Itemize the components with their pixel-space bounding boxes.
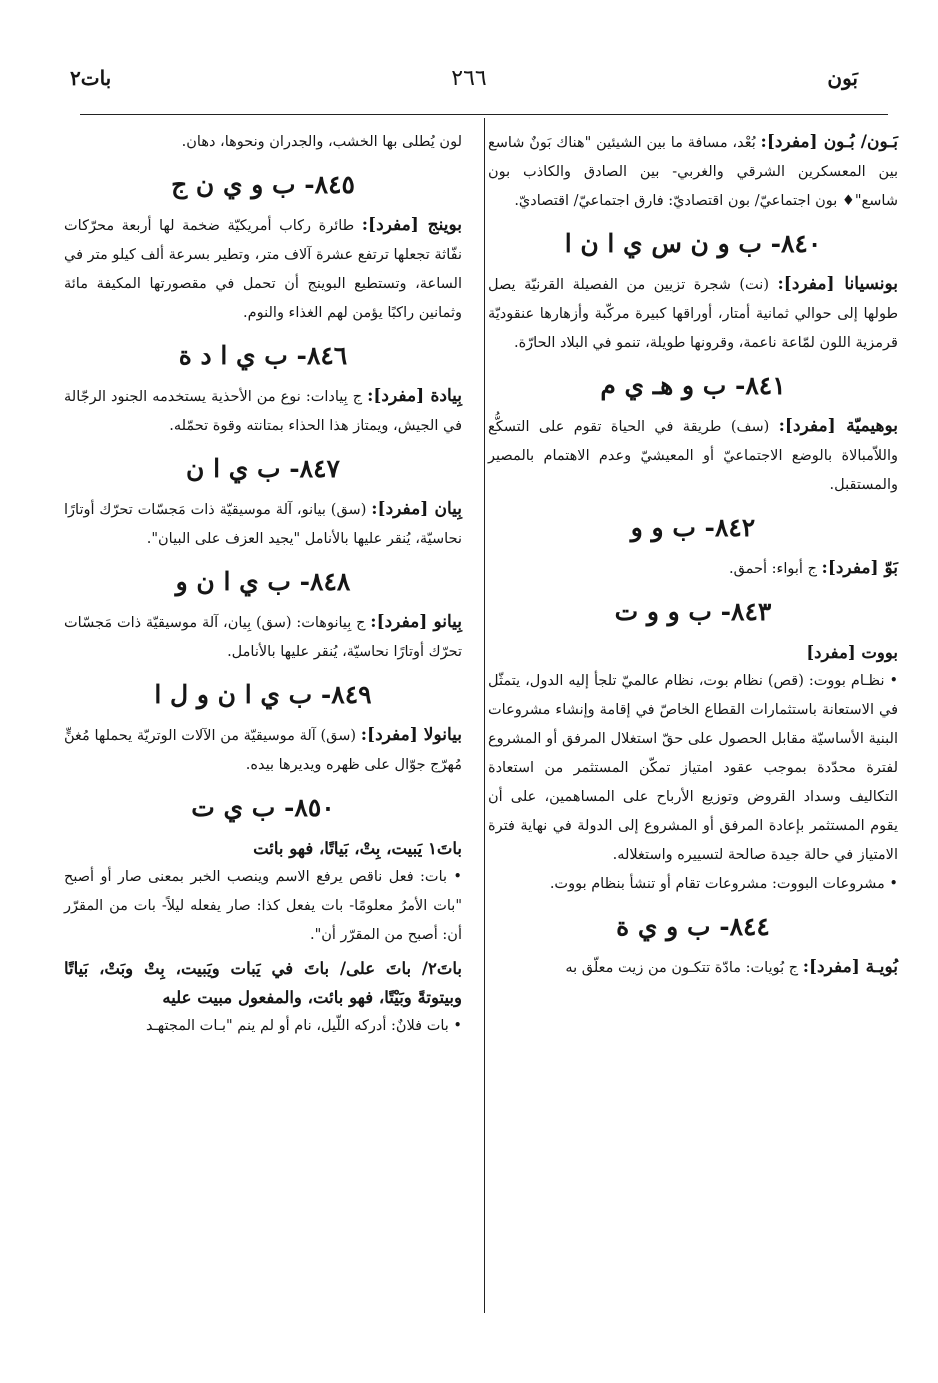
header-guide-word-left: بات٢ <box>70 66 112 90</box>
entry-root-heading: ٨٤٢- ب و و <box>630 513 756 542</box>
entry-bullet-definition: • بات: فعل ناقص يرفع الاسم وينصب الخبر بمعنى صار أو أصبح "بات الأمرُ معلومًا- بات يفعل كذا: صار يفعله ليلاً- بات من المقرّر أن: أصبح من المقرّر أن". <box>64 869 462 943</box>
entry-headword: بِيان [مفرد]: <box>371 499 462 519</box>
entry-root-heading: ٨٤٥- ب و ي ن ج <box>171 170 355 199</box>
header-rule <box>80 114 888 115</box>
entry-root-heading: ٨٤٤- ب و ي ة <box>616 912 770 941</box>
page-header <box>40 66 898 106</box>
entry-subheadword: بووت [مفرد] <box>806 643 898 662</box>
entry-definition: (نت) شجرة تزيين من الفصيلة القرنيّة يصل طولها إلى حوالي ثمانية أمتار، أوراقها كبيرة مركّبة وأزهارها عنقوديّة قرمزية اللون لمّاعة ناعمة، وقرونها طويلة، تنمو في البلاد الحارّة. <box>488 277 898 351</box>
entry-definition: ج أبواء: أحمق. <box>728 561 822 577</box>
entry-headword: بوينج [مفرد]: <box>361 215 462 235</box>
entry-paragraph <box>488 270 898 358</box>
left-column <box>64 128 462 1041</box>
right-column <box>488 128 898 983</box>
entry-paragraph <box>64 495 462 554</box>
entry-root-heading: ٨٤٧- ب ي ا ن <box>186 454 340 483</box>
entry-paragraph <box>488 128 898 216</box>
entry-headword: بُويـة [مفرد]: <box>802 957 898 977</box>
header-guide-word-right: بَون <box>827 66 858 90</box>
entry-root-heading: ٨٤١- ب و هـ ي م <box>600 371 786 400</box>
entry-paragraph <box>488 412 898 500</box>
entry-bullet-definition: • نظـام بووت: (قص) نظام بوت، نظام عالميّ تلجأ إليه الدول، يتمثّل في الاستعانة باستثمارات القطاع الخاصّ في إقامة وإنشاء مشروعات البنية الأساسيّة مقابل الحصول على حقّ استغلال المرفق أو المشروع لفترة محدّدة بموجب عقود امتياز تمكّن المستثمر من استعادة التكاليف وسداد القروض وتوزيع الأرباح على المساهمين، على أن يقوم المستثمر بإعادة المرفق أو المشروع إلى الدولة في نهاية فترة الامتياز في حالة جيدة صالحة لتسييره واستغلاله. <box>488 673 899 863</box>
entry-headword: بَـون/ بُـون [مفرد]: <box>760 132 898 152</box>
entry-headword: بيانولا [مفرد]: <box>360 725 463 745</box>
entry-root-heading: ٨٤٣- ب و و ت <box>614 597 772 626</box>
entry-definition: ج بُويات: مادّة تتكـون من زيت معلّق به <box>565 960 803 976</box>
entry-definition: ج بِيانوهات: (سق) بِيان، آلة موسيقيّة ذات مَجسّات تحرّك أوتارًا نحاسيّة، يُنقر عليها بالأنامل. <box>64 615 462 660</box>
entry-root-heading: ٨٤٠- ب و ن س ي ا ن ا <box>564 229 822 258</box>
entry-definition: (سق) بيانو، آلة موسيقيّة ذات مَجسّات تحرّك أوتارًا نحاسيّة، يُنقر عليها بالأنامل "يجيد العزف على البيان". <box>64 502 462 547</box>
entry-definition: ج بِيادات: نوع من الأحذية يستخدمه الجنود الرجّالة في الجيش، ويمتاز هذا الحذاء بمتانته وقوة تحمّله. <box>64 389 462 434</box>
entry-root-heading: ٨٤٦- ب ي ا د ة <box>178 341 348 370</box>
entry-bullet-definition: • مشروعات البووت: مشروعات تقام أو تنشأ بنظام بووت. <box>549 876 898 892</box>
entry-subheadword: باتَ١ يَبيت، بِتْ، بَياتًا، فهو بائت <box>253 839 462 858</box>
entry-headword: بوهيميّة [مفرد]: <box>778 416 898 436</box>
entry-bullet-definition: • بات فلانٌ: أدركه اللّيل، نام أو لم ينم "بـات المجتهـد <box>145 1018 462 1034</box>
entry-paragraph <box>64 721 462 780</box>
entry-headword: بَوّ [مفرد]: <box>821 558 898 578</box>
entry-definition: لون يُطلى بها الخشب، والجدران ونحوها، دهان. <box>181 134 462 150</box>
entry-headword: بونسيانا [مفرد]: <box>777 274 898 294</box>
entry-root-heading: ٨٤٩- ب ي ا ن و ل ا <box>154 680 372 709</box>
entry-paragraph <box>64 382 462 441</box>
entry-root-heading: ٨٥٠- ب ي ت <box>191 793 335 822</box>
entry-paragraph <box>488 554 898 584</box>
entry-paragraph <box>64 128 462 157</box>
entry-definition: طائرة ركاب أمريكيّة ضخمة لها أربعة محرّكات نفّاثة تجعلها ترتفع عشرة آلاف متر، وتطير بسرعة ألف كيلو متر في الساعة، وتستطيع البوينج أن تحمل في مقصورتها المكيفة مائة وثمانين راكبًا يؤمن لهم الغذاء والنوم. <box>64 218 462 321</box>
entry-root-heading: ٨٤٨- ب ي ا ن و <box>175 567 351 596</box>
entry-definition: بُعْد، مسافة ما بين الشيئين "هناك بَونٌ شاسع بين المعسكرين الشرقي والغربي- بين الصادق والكاذب بون شاسع"♦ بون اجتماعيّ/ بون اقتصاديّ: فارق اجتماعيّ/ اقتصاديّ. <box>488 135 898 209</box>
entry-headword: بِيانو [مفرد]: <box>370 612 462 632</box>
entry-paragraph <box>64 211 462 328</box>
entry-paragraph <box>64 608 462 667</box>
entry-subheadword: باتَ٢/ باتَ على/ باتَ في يَبات ويَبيت، بِتْ وبَتْ، بَياتًا وبيتوتةً وبَيْتًا، فهو بائت، والمفعول مبيت عليه <box>64 959 462 1007</box>
entry-headword: بِيادة [مفرد]: <box>367 386 462 406</box>
page-number: ٢٦٦ <box>451 66 487 91</box>
column-divider <box>484 118 485 1313</box>
entry-paragraph <box>488 953 898 983</box>
entry-definition: (سف) طريقة في الحياة تقوم على التسكُّع واللاّمبالاة بالوضع الاجتماعيّ أو المعيشيّ وعدم الاهتمام بالمصير والمستقبل. <box>488 419 898 493</box>
entry-definition: (سق) آلة موسيقيّة من الآلات الوتريّة يحملها مُغنٍّ مُهرّج جوّال على ظهره ويديرها بيده. <box>64 728 462 773</box>
